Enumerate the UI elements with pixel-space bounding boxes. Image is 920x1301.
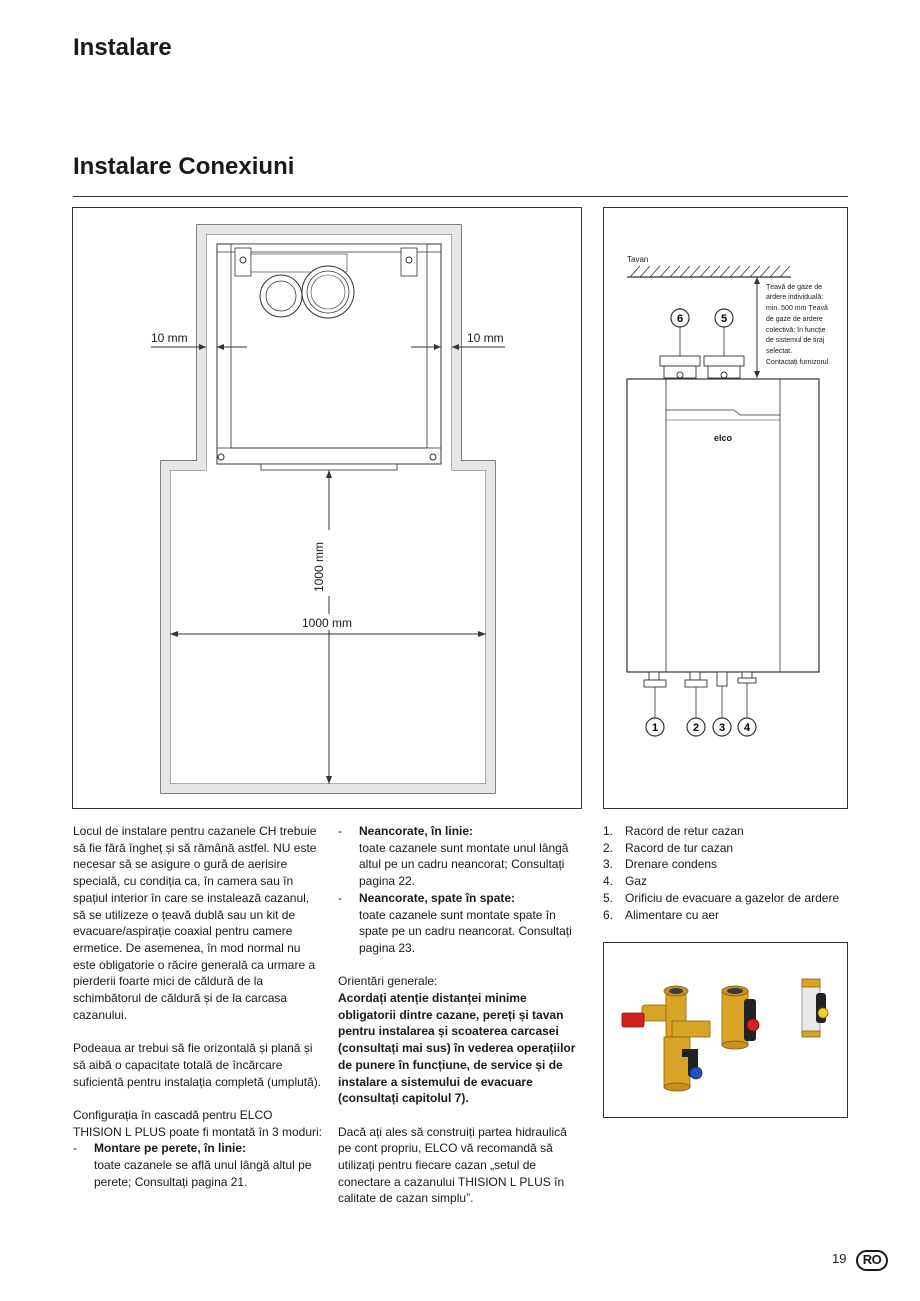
list-item-wall-inline-text: toate cazanele se află unul lângă altul pe perete; Consultați pagina 21. [94,1158,312,1189]
svg-text:min. 500 mm Țeavă: min. 500 mm Țeavă [766,305,828,312]
list-item: 2. Racord de tur cazan [603,840,734,855]
list-item: 4. Gaz [603,874,648,889]
paragraph-installation-site: Locul de instalare pentru cazanele CH trebuie să fie fără îngheț și să rămână astfel. NU este necesar să se asigure o gură de aerisire specială, cu condiția ca, în camera sau în spațiul interior în care se instalează cazanul, să se utilizeze o țeavă dublă sau un kit de evacuare/aspirație coaxial pentru camere ermetice. De asemenea, în mod normal nu este obligatorie o răcire generală ca urmare a pierderii foarte mici de căldură de la schimbătorul de căldură și de la carcasa cazanului. [73,824,317,1022]
page-number: 19 [832,1251,847,1266]
paragraph-cascade: Configurația în cascadă pentru ELCO THISION L PLUS poate fi montată în 3 moduri: [73,1107,322,1139]
connections-diagram [604,208,847,808]
left-gap-label: 10 mm [151,331,188,345]
svg-text:ardere individuală:: ardere individuală: [766,294,824,301]
list-item: 3. Drenare condens [603,857,718,872]
svg-text:Contactați furnizorul: Contactați furnizorul [766,359,829,366]
horizontal-dimension-label: 1000 mm [302,616,353,630]
svg-text:5: 5 [720,313,728,325]
language-badge: RO [856,1250,888,1271]
section-title: Instalare Conexiuni [73,153,295,180]
boiler-body [627,379,819,672]
paragraph-hydraulic: Dacă ați ales să construiți partea hidraulică pe cont propriu, ELCO vă recomandă să utilizați pentru fiecare cazan „setul de conectare a cazanului THISION L PLUS în calitate de cazan simplu”. [338,1124,567,1206]
list-item-freestanding-inline: - Neancorate, în linie: [338,823,582,840]
clearance-diagram [73,208,581,808]
brand-logo: elco [713,433,733,443]
list-item-back-to-back-text: toate cazanele sunt montate spate în spate pe un cadru neancorat. Consultați pagina 23. [359,907,572,955]
vertical-dimension-label: 1000 mm [312,541,326,592]
connections-figure [603,207,848,809]
ceiling-label: Tavan [627,255,649,264]
svg-text:3: 3 [718,722,726,734]
svg-text:1: 1 [651,722,659,734]
valves-illustration [604,943,847,1117]
svg-text:4: 4 [743,722,751,734]
general-guidelines-text: Acordați atenție distanței minime obligatorii dintre cazane, pereți și tavan pentru instalarea și scoaterea carcasei (consultați mai sus) în vederea operațiilor de punere în funcțiune, de service și de instalare a sistemului de evacuare (consultați capitolul 7). [338,991,576,1106]
list-item-wall-inline: - Montare pe perete, în linie: [73,1140,323,1157]
svg-text:Țeavă de gaze de: Țeavă de gaze de [766,284,823,291]
general-guidelines-label: Orientări generale: [338,974,438,989]
svg-text:2: 2 [692,722,700,734]
list-item: 1. Racord de retur cazan [603,824,744,838]
clearance-figure [72,207,582,809]
flue-note [766,284,829,366]
paragraph-floor: Podeaua ar trebui să fie orizontală și plană și să aibă o capacitate totală de încărcare suficientă pentru instalația completă (umplută). [73,1041,322,1089]
list-item: 6. Alimentare cu aer [603,907,720,922]
title-rule [73,196,848,197]
right-gap-label: 10 mm [467,331,504,345]
svg-text:de sistemul de tiraj: de sistemul de tiraj [766,337,825,344]
svg-text:colectivă: în funcție: colectivă: în funcție [766,327,826,334]
parts-list [603,823,839,923]
svg-text:6: 6 [676,313,684,325]
list-item-freestanding-inline-text: toate cazanele sunt montate unul lângă altul pe un cadru neancorat; Consultați pagina 22. [359,840,569,889]
page-title: Instalare [73,34,172,61]
text-column-2 [338,823,582,1207]
svg-text:de gaze de ardere: de gaze de ardere [766,316,823,323]
valves-figure [603,942,848,1118]
text-column-1 [73,823,323,1190]
svg-text:selectat.: selectat. [766,348,793,355]
list-item-back-to-back: - Neancorate, spate în spate: [338,890,582,907]
list-item: 5. Orificiu de evacuare a gazelor de ardere [603,890,840,905]
